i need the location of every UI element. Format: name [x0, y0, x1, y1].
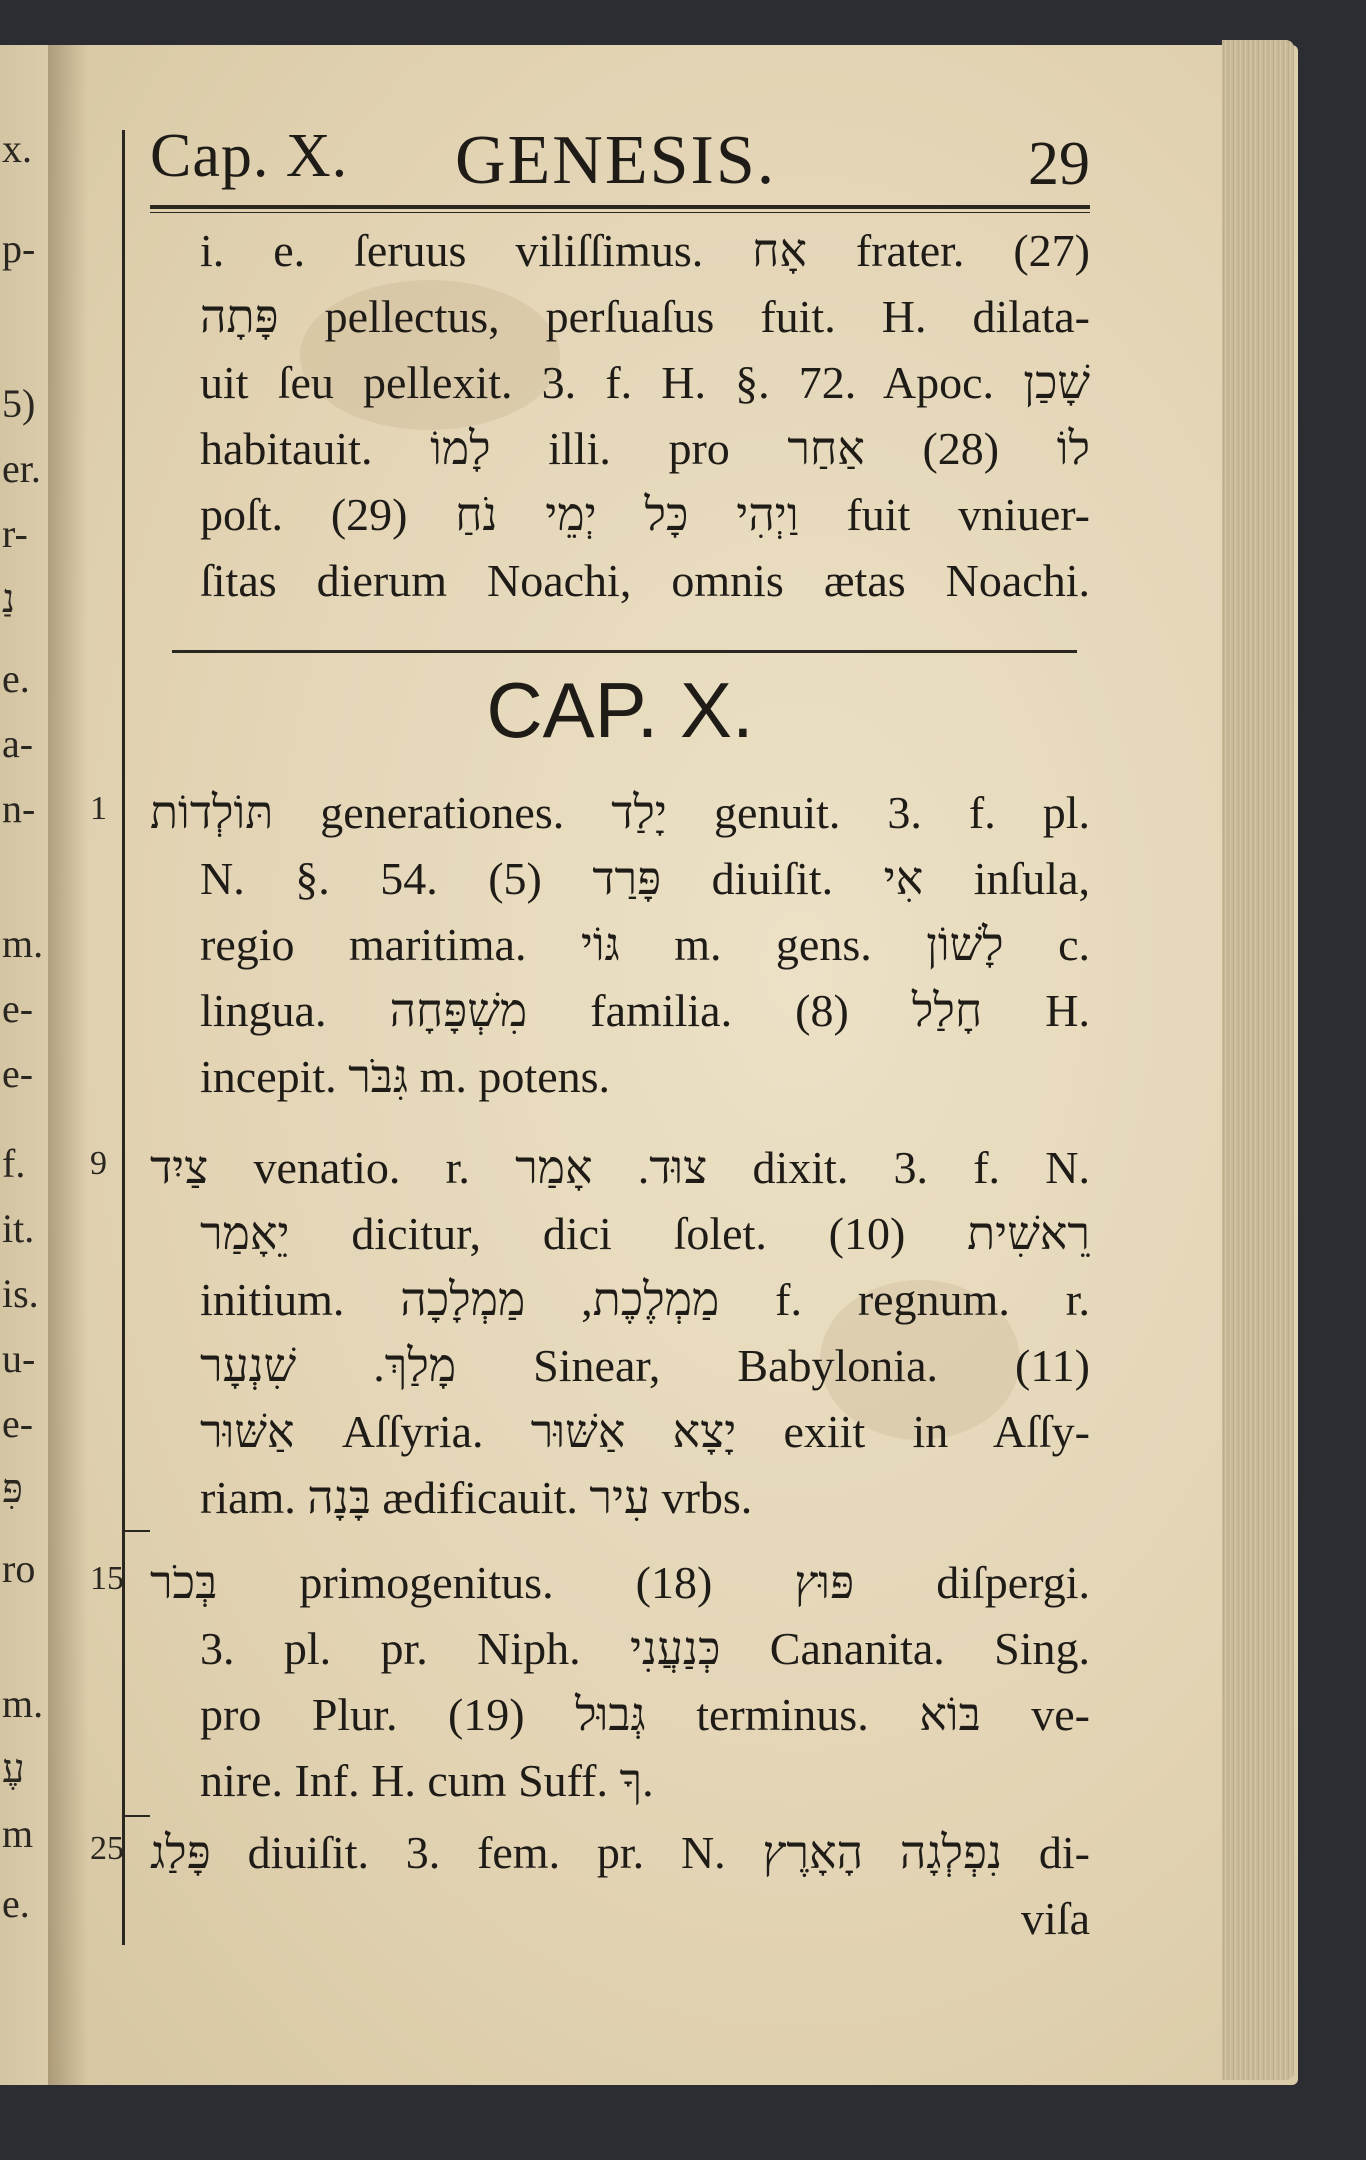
margin-fragment: er. — [2, 446, 41, 491]
book-title: GENESIS. — [455, 122, 777, 199]
text-line: riam. בָּנָה ædificauit. עִיר vrbs. — [200, 1472, 753, 1523]
verse-block — [150, 780, 1090, 1110]
text-line: פָּתָה pellectus, perſuaſus fuit. H. dilata- — [200, 291, 1090, 342]
margin-fragment: m. — [2, 1681, 44, 1726]
section-rule — [172, 650, 1077, 653]
margin-fragment: is. — [2, 1271, 39, 1316]
margin-fragment: u- — [2, 1336, 36, 1381]
margin-fragment: e- — [2, 1401, 34, 1446]
verse-number: 9 — [90, 1145, 107, 1182]
margin-fragment: n- — [2, 786, 36, 831]
margin-fragment: p- — [2, 226, 36, 271]
chapter-label: Cap. X. — [150, 122, 349, 190]
margin-rule — [122, 130, 125, 1945]
margin-fragment: it. — [2, 1206, 35, 1251]
text-line: habitauit. לָמוֹ illi. pro לוֹ (28) אַחַר — [200, 423, 1090, 474]
text-line: תּוֹלְדוֹת generationes. יָלַד genuit. 3. f. pl. — [150, 787, 1091, 838]
text-line: i. e. ſeruus viliſſimus. אָח frater. (27) — [200, 225, 1090, 276]
section-heading: CAP. X. — [486, 666, 754, 754]
text-line: N. §. 54. (5) פָּרַד diuiſit. אִי inſula, — [200, 853, 1091, 904]
verse-number: 1 — [90, 790, 107, 827]
verse-block — [150, 1550, 1090, 1814]
page-number: 29 — [1028, 130, 1090, 198]
margin-fragment: m — [2, 1811, 34, 1856]
intro-paragraph — [150, 218, 1090, 614]
verse-block — [150, 1820, 1090, 1952]
text-line: 3. pl. pr. Niph. כְּנַעֲנִי Cananita. Sing. — [200, 1623, 1091, 1674]
margin-fragment: e. — [2, 656, 30, 701]
text-line: incepit. גִּבֹּר m. potens. — [200, 1051, 611, 1102]
gutter-shadow — [48, 45, 88, 2085]
verse-separator — [122, 1815, 150, 1817]
header-rule-thin — [150, 212, 1090, 213]
verse-number: 25 — [90, 1830, 124, 1867]
text-line: initium. מַמְלֶכֶת, מַמְלָכָה f. regnum. r. — [200, 1274, 1090, 1325]
verse-separator — [122, 1530, 150, 1532]
text-line: בְּכֹר primogenitus. (18) פּוּץ diſpergi. — [150, 1557, 1090, 1608]
text-line: יֵאָמַר dicitur, dici ſolet. (10) רֵאשִׁית — [200, 1208, 1090, 1259]
text-line: אַשּׁוּר Aſſyria. יָצָא אַשּׁוּר exiit in Aſſy- — [200, 1406, 1090, 1457]
text-line: regio maritima. גּוֹי m. gens. לָשׁוֹן c. — [200, 919, 1091, 970]
verse-block — [150, 1135, 1090, 1531]
catchword: viſa — [1021, 1893, 1090, 1944]
text-line: מָלַךְ. שִׁנְעָר Sinear, Babylonia. (11) — [200, 1340, 1090, 1391]
running-header — [150, 115, 1090, 205]
margin-fragment: נַ — [2, 576, 16, 621]
text-line: צַיִד venatio. r. צוּד. אָמַר dixit. 3. f. N. — [150, 1142, 1090, 1193]
verse-number: 15 — [90, 1560, 124, 1597]
margin-fragment: x. — [2, 126, 32, 171]
margin-fragment: ro — [2, 1546, 36, 1591]
margin-fragment: f. — [2, 1141, 26, 1186]
text-line: lingua. מִשְׁפָּחָה familia. (8) חָלַל H. — [200, 985, 1090, 1036]
margin-fragment: e- — [2, 986, 34, 1031]
margin-fragment: a- — [2, 721, 34, 766]
header-rule — [150, 205, 1090, 209]
text-line: nire. Inf. H. cum Suff. ךָ. — [200, 1755, 654, 1806]
page-edges — [1222, 40, 1294, 2080]
text-line: pro Plur. (19) גְּבוּל terminus. בּוֹא ve- — [200, 1689, 1090, 1740]
margin-fragment: e- — [2, 1051, 34, 1096]
margin-fragment: m. — [2, 921, 44, 966]
margin-fragment: 5) — [2, 381, 36, 426]
margin-fragment: e. — [2, 1881, 30, 1926]
margin-fragment: עֶ — [2, 1746, 25, 1791]
margin-fragment: r- — [2, 511, 28, 556]
margin-fragment: פִּ — [2, 1466, 23, 1511]
text-line: poſt. (29) וַיְהִי כָּל יְמֵי נֹחַ fuit vniuer- — [200, 489, 1090, 540]
text-line: ſitas dierum Noachi, omnis ætas Noachi. — [200, 555, 1090, 606]
text-line: uit ſeu pellexit. 3. f. H. §. 72. Apoc. שָׁכַן — [200, 357, 1090, 408]
text-line: פָּלַג diuiſit. 3. fem. pr. N. נִפְלְגָה הָאָרֶץ di- — [150, 1827, 1090, 1878]
